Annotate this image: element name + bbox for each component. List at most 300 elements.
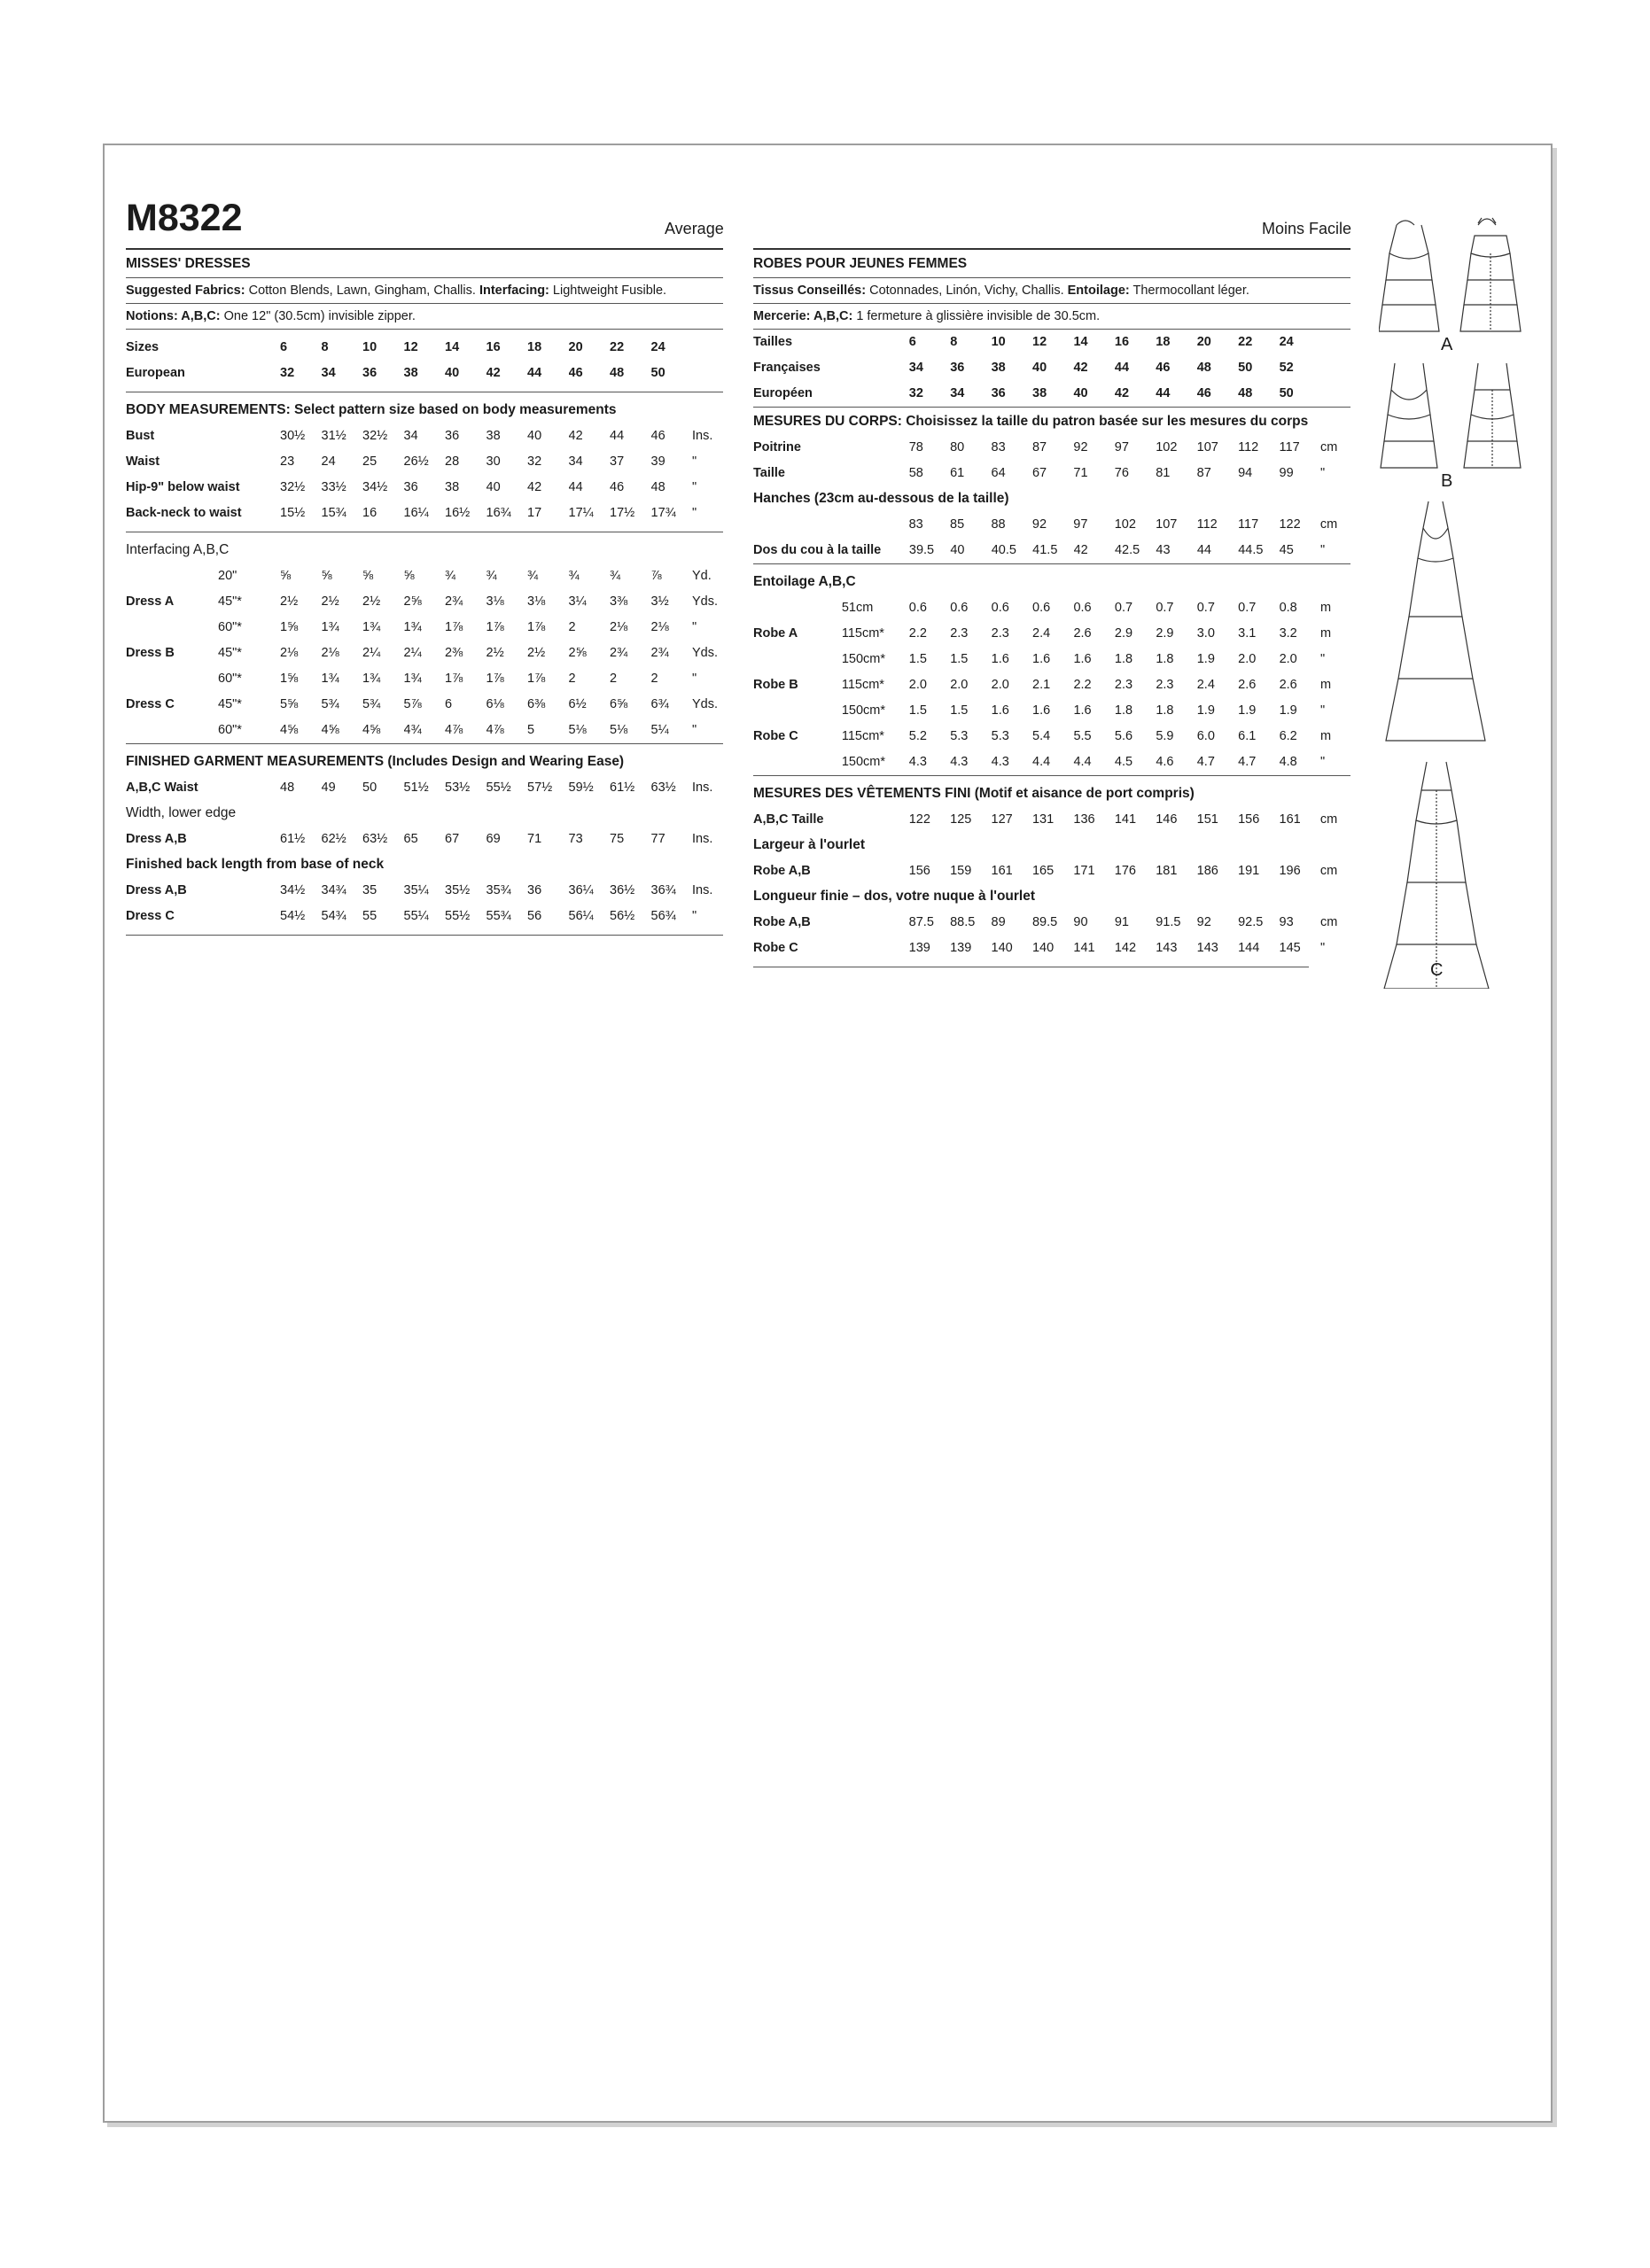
size-value: 102 xyxy=(1156,440,1178,454)
size-value: 17½ xyxy=(610,506,635,520)
fabrics-label: Suggested Fabrics: xyxy=(126,284,245,298)
size-value: 40 xyxy=(1032,361,1047,375)
size-value: 16 xyxy=(486,340,501,354)
size-value: 64 xyxy=(991,466,1006,480)
size-value: 117 xyxy=(1238,517,1259,532)
size-value: 48 xyxy=(280,781,295,795)
size-value: 5¾ xyxy=(362,697,381,711)
size-value: 139 xyxy=(950,941,972,955)
size-value: 34½ xyxy=(280,883,306,897)
table-row xyxy=(753,355,1350,381)
size-value: 56¾ xyxy=(650,909,676,923)
size-value: 57½ xyxy=(527,781,553,795)
size-value: 42 xyxy=(486,366,501,380)
size-value: 36 xyxy=(950,361,965,375)
width-label: Width, lower edge xyxy=(126,805,237,820)
size-value: 91 xyxy=(1114,915,1129,929)
unit: Yds. xyxy=(692,697,719,711)
size-value: 5⅝ xyxy=(280,697,299,711)
size-value: 55 xyxy=(362,909,377,923)
table-row xyxy=(126,878,722,904)
size-value: 0.7 xyxy=(1156,601,1174,615)
size-value: 151 xyxy=(1196,812,1218,827)
row-label: Waist xyxy=(126,454,160,469)
size-value: 16½ xyxy=(445,506,471,520)
size-value: 4.3 xyxy=(991,755,1009,769)
size-value: 48 xyxy=(1196,361,1211,375)
size-value: 14 xyxy=(445,340,460,354)
size-value: 0.6 xyxy=(991,601,1009,615)
row-label: Taille xyxy=(753,466,785,480)
size-value: 0.6 xyxy=(1032,601,1051,615)
fabric-width: 45"* xyxy=(218,646,242,660)
size-value: 2.3 xyxy=(950,626,969,641)
level-fr: Moins Facile xyxy=(1262,220,1352,237)
dress-sketches xyxy=(1379,209,1553,989)
row-label: Robe A,B xyxy=(753,864,811,878)
size-value: 36 xyxy=(991,386,1006,400)
size-value: 144 xyxy=(1238,941,1260,955)
size-value: 25 xyxy=(362,454,377,469)
table-row xyxy=(753,672,1350,698)
row-label: Dress A,B xyxy=(126,832,187,846)
unit: " xyxy=(692,480,697,494)
size-value: 2¾ xyxy=(650,646,669,660)
size-value: 61½ xyxy=(280,832,306,846)
size-value: 1¾ xyxy=(403,620,422,634)
length-label: Finished back length from base of neck xyxy=(126,857,385,872)
size-value: 2.0 xyxy=(950,678,969,692)
size-value: 6½ xyxy=(568,697,587,711)
row-label xyxy=(753,647,842,672)
body-measurements-table xyxy=(126,423,722,526)
sketch-label-b: B xyxy=(1441,471,1453,491)
size-value: 22 xyxy=(1238,335,1253,349)
finished-measurements-title: FINISHED GARMENT MEASUREMENTS (Includes Design and Wearing Ease) xyxy=(126,754,625,769)
size-value: 41.5 xyxy=(1032,543,1058,557)
size-value: 140 xyxy=(1031,941,1055,955)
size-value: 2.6 xyxy=(1073,626,1092,641)
size-value: 181 xyxy=(1156,864,1178,878)
size-value: 83 xyxy=(908,517,923,532)
size-value: 46 xyxy=(1196,386,1211,400)
size-value: 107 xyxy=(1196,440,1218,454)
size-value: 5.5 xyxy=(1073,729,1092,743)
size-value: 71 xyxy=(527,832,542,846)
size-value: 2.9 xyxy=(1156,626,1174,641)
size-value: 43 xyxy=(1156,543,1171,557)
sketch-a-back xyxy=(1460,218,1521,331)
size-value: 77 xyxy=(650,832,665,846)
size-value: 38 xyxy=(403,366,418,380)
size-value: 80 xyxy=(950,440,965,454)
row-label xyxy=(753,595,842,621)
unit: cm xyxy=(1319,812,1338,827)
size-value: 3½ xyxy=(650,594,669,609)
size-value: 55¼ xyxy=(403,909,429,923)
size-value: 143 xyxy=(1196,941,1218,955)
size-value: 4⅝ xyxy=(362,723,381,737)
header-rule-fr xyxy=(753,248,1350,250)
size-value: 32½ xyxy=(362,429,388,443)
size-value: 16 xyxy=(362,506,377,520)
fabric-width: 150cm* xyxy=(841,703,886,718)
size-value: 4.7 xyxy=(1196,755,1215,769)
unit: m xyxy=(1320,626,1332,641)
size-value: 91.5 xyxy=(1156,915,1181,929)
size-value: 58 xyxy=(908,466,923,480)
sizes-table xyxy=(126,335,722,386)
size-value: 141 xyxy=(1114,812,1137,827)
table-row xyxy=(126,335,722,361)
size-value: 1.8 xyxy=(1114,703,1133,718)
size-value: 4.3 xyxy=(950,755,969,769)
unit: Ins. xyxy=(692,429,713,443)
table-row xyxy=(126,666,722,692)
size-value: 2.0 xyxy=(1279,652,1297,666)
size-value: 56½ xyxy=(610,909,635,923)
size-value: 51½ xyxy=(403,781,429,795)
size-value: 1.8 xyxy=(1156,652,1174,666)
size-value: ¾ xyxy=(527,569,539,583)
fabrics-line xyxy=(753,278,1350,303)
size-value: 1.6 xyxy=(991,652,1009,666)
size-value: 142 xyxy=(1114,941,1137,955)
size-value: 0.7 xyxy=(1238,601,1257,615)
width-table xyxy=(126,827,722,852)
size-value: 8 xyxy=(950,335,958,349)
size-value: 122 xyxy=(1279,517,1301,532)
fabric-width: 115cm* xyxy=(841,729,884,743)
size-value: 10 xyxy=(991,335,1006,349)
size-value: 32½ xyxy=(280,480,306,494)
size-value: 2⅛ xyxy=(280,646,299,660)
size-value: 50 xyxy=(1279,386,1294,400)
table-row xyxy=(753,647,1350,672)
section-title: MISSES' DRESSES xyxy=(126,256,251,271)
size-value: 4.4 xyxy=(1073,755,1092,769)
size-value: 159 xyxy=(950,864,972,878)
size-value: 1.5 xyxy=(950,703,969,718)
sketch-label-c: C xyxy=(1430,960,1444,980)
table-row xyxy=(126,641,722,666)
table-row xyxy=(753,330,1350,355)
size-value: 36¼ xyxy=(568,883,594,897)
unit xyxy=(1320,355,1350,381)
sketch-b-front xyxy=(1381,363,1437,468)
size-value: 46 xyxy=(650,429,665,443)
size-value: 1⅞ xyxy=(445,620,463,634)
length-table xyxy=(126,878,722,929)
size-value: 39.5 xyxy=(908,543,935,557)
size-value: 1¾ xyxy=(403,672,422,686)
size-value: 55½ xyxy=(486,781,511,795)
body-measurements-title: BODY MEASUREMENTS: Select pattern size based on body measurements xyxy=(126,402,617,417)
size-value: 22 xyxy=(610,340,625,354)
size-value: 20 xyxy=(568,340,583,354)
size-value: 75 xyxy=(610,832,625,846)
size-value: 4.5 xyxy=(1114,755,1133,769)
notions-line xyxy=(753,304,1350,329)
size-value: 14 xyxy=(1073,335,1088,349)
size-value: 55¾ xyxy=(486,909,511,923)
size-value: 171 xyxy=(1073,864,1095,878)
size-value: 1.9 xyxy=(1196,652,1215,666)
size-value: 2.3 xyxy=(991,626,1009,641)
fabric-width: 60"* xyxy=(218,723,242,737)
size-value: 2⅛ xyxy=(321,646,339,660)
row-label: Poitrine xyxy=(753,440,801,454)
size-value: 28 xyxy=(445,454,460,469)
row-label: Robe C xyxy=(753,941,798,955)
size-value: ¾ xyxy=(568,569,580,583)
size-value: ⅝ xyxy=(280,569,292,583)
size-value: 4.7 xyxy=(1238,755,1257,769)
row-label: Bust xyxy=(126,429,155,443)
size-value: 24 xyxy=(321,454,336,469)
table-row xyxy=(753,595,1350,621)
size-value: 34 xyxy=(908,361,923,375)
size-value: 15½ xyxy=(280,506,306,520)
unit xyxy=(692,361,722,386)
size-value: 42.5 xyxy=(1114,543,1140,557)
unit xyxy=(1320,381,1350,407)
hips-table xyxy=(753,512,1350,538)
size-value: 42 xyxy=(527,480,542,494)
size-value: 56¼ xyxy=(568,909,594,923)
size-value: 4.4 xyxy=(1032,755,1051,769)
french-column xyxy=(753,252,1350,967)
size-value: 34 xyxy=(950,386,965,400)
size-value: 12 xyxy=(403,340,418,354)
width-table xyxy=(753,858,1350,884)
size-value: 34½ xyxy=(362,480,388,494)
size-value: 54½ xyxy=(280,909,306,923)
size-value: 50 xyxy=(1238,361,1253,375)
size-value: 1¾ xyxy=(362,620,381,634)
size-value: 2¼ xyxy=(362,646,381,660)
size-value: 5.6 xyxy=(1114,729,1133,743)
size-value: 2.6 xyxy=(1279,678,1297,692)
size-value: 34¾ xyxy=(321,883,346,897)
fabric-width: 51cm xyxy=(841,601,874,615)
size-value: 2½ xyxy=(362,594,381,609)
size-value: 46 xyxy=(568,366,583,380)
row-label xyxy=(126,666,218,692)
size-value: 6⅛ xyxy=(486,697,504,711)
size-value: 1¾ xyxy=(362,672,381,686)
size-value: 87.5 xyxy=(908,915,934,929)
size-value: 52 xyxy=(1279,361,1294,375)
size-value: 1⅞ xyxy=(527,672,546,686)
size-value: 87 xyxy=(1031,440,1047,454)
size-value: 5.4 xyxy=(1032,729,1051,743)
size-value: 2.0 xyxy=(1238,652,1257,666)
size-value: 17¼ xyxy=(568,506,594,520)
size-value: 143 xyxy=(1156,941,1178,955)
size-value: 1.6 xyxy=(991,703,1009,718)
row-label: Hip-9" below waist xyxy=(126,480,240,494)
interfacing-table xyxy=(753,595,1350,775)
interfacing-table xyxy=(126,563,722,743)
size-value: 93 xyxy=(1279,915,1294,929)
size-value: 5⅛ xyxy=(568,723,587,737)
size-value: 141 xyxy=(1073,941,1095,955)
size-value: 2½ xyxy=(321,594,339,609)
size-value: 35¾ xyxy=(486,883,511,897)
size-value: 15¾ xyxy=(321,506,346,520)
size-value: 2½ xyxy=(527,646,546,660)
size-value: 1.5 xyxy=(908,703,927,718)
size-value: ⅝ xyxy=(362,569,374,583)
size-value: 69 xyxy=(486,832,501,846)
size-value: 6⅜ xyxy=(527,697,546,711)
fabric-width: 60"* xyxy=(218,672,242,686)
size-value: 53½ xyxy=(445,781,471,795)
fabric-width: 60"* xyxy=(218,620,242,634)
size-value: 2.3 xyxy=(1114,678,1133,692)
width-label: Largeur à l'ourlet xyxy=(753,837,865,852)
size-value: 165 xyxy=(1031,864,1055,878)
table-row xyxy=(753,538,1350,563)
size-value: 3¼ xyxy=(568,594,587,609)
size-value: 2.1 xyxy=(1032,678,1051,692)
size-value: 44 xyxy=(610,429,625,443)
size-value: 2⅛ xyxy=(610,620,628,634)
size-value: 78 xyxy=(908,440,923,454)
row-label: Sizes xyxy=(126,340,160,354)
size-value: 2.2 xyxy=(1073,678,1092,692)
fabric-width: 45"* xyxy=(218,594,242,609)
size-value: 73 xyxy=(568,832,583,846)
unit: m xyxy=(1320,729,1332,743)
interfacing-title: Entoilage A,B,C xyxy=(753,574,856,589)
size-value: 65 xyxy=(403,832,418,846)
table-row xyxy=(126,449,722,475)
size-value: 0.6 xyxy=(950,601,969,615)
size-value: 2⅛ xyxy=(650,620,669,634)
table-row xyxy=(753,936,1350,961)
sketch-a-front xyxy=(1379,221,1439,331)
size-value: 62½ xyxy=(321,832,346,846)
size-value: 3.2 xyxy=(1279,626,1297,641)
size-value: 88 xyxy=(991,517,1006,532)
size-value: 2.4 xyxy=(1032,626,1051,641)
unit xyxy=(692,335,722,361)
size-value: 38 xyxy=(486,429,501,443)
size-value: 50 xyxy=(362,781,377,795)
unit: " xyxy=(1319,941,1326,955)
size-value: 76 xyxy=(1114,466,1129,480)
size-value: 40 xyxy=(486,480,501,494)
size-value: 0.8 xyxy=(1279,601,1297,615)
size-value: 145 xyxy=(1279,941,1301,955)
size-value: 0.6 xyxy=(908,601,927,615)
size-value: 2¾ xyxy=(610,646,628,660)
size-value: 42 xyxy=(1114,386,1130,400)
size-value: 1.9 xyxy=(1196,703,1215,718)
size-value: 4⅝ xyxy=(321,723,339,737)
table-row xyxy=(753,698,1350,724)
size-value: 5.9 xyxy=(1156,729,1174,743)
unit: cm xyxy=(1319,915,1338,929)
interfacing-text: Thermocollant léger. xyxy=(1132,284,1249,298)
size-value: 5¾ xyxy=(321,697,339,711)
unit: cm xyxy=(1319,864,1338,878)
size-value: 127 xyxy=(991,812,1013,827)
table-row xyxy=(753,512,1350,538)
fabric-width: 45"* xyxy=(218,697,242,711)
size-value: 61½ xyxy=(610,781,635,795)
size-value: 10 xyxy=(362,340,377,354)
finished-waist-table xyxy=(126,775,722,801)
size-value: 38 xyxy=(1032,386,1047,400)
table-row xyxy=(753,461,1350,486)
size-value: 2⅝ xyxy=(568,646,587,660)
size-value: 12 xyxy=(1032,335,1047,349)
size-value: 4⅞ xyxy=(486,723,504,737)
row-label: Dress A,B xyxy=(126,883,187,897)
size-value: 5.3 xyxy=(991,729,1009,743)
unit xyxy=(1320,330,1350,355)
size-value: 1.6 xyxy=(1032,703,1051,718)
size-value: 34 xyxy=(321,366,336,380)
unit: " xyxy=(1320,652,1326,666)
size-value: 67 xyxy=(1031,466,1047,480)
size-value: 44 xyxy=(1196,543,1211,557)
size-value: 6.0 xyxy=(1196,729,1215,743)
size-value: 125 xyxy=(950,812,972,827)
size-value: 35 xyxy=(362,883,377,897)
row-label xyxy=(126,563,218,589)
size-value: 0.7 xyxy=(1114,601,1133,615)
table-row xyxy=(126,827,722,852)
size-value: 38 xyxy=(991,361,1006,375)
size-value: 2 xyxy=(650,672,658,686)
size-value: 2.9 xyxy=(1114,626,1133,641)
row-label: Européen xyxy=(753,386,813,400)
size-value: 6¾ xyxy=(650,697,669,711)
notions-text: One 12" (30.5cm) invisible zipper. xyxy=(223,309,416,323)
interfacing-text: Lightweight Fusible. xyxy=(552,284,667,298)
size-value: 156 xyxy=(1238,812,1260,827)
size-value: 1.5 xyxy=(908,652,927,666)
size-value: 44.5 xyxy=(1238,543,1264,557)
unit: " xyxy=(1320,755,1326,769)
size-value: ¾ xyxy=(445,569,456,583)
size-value: 31½ xyxy=(321,429,346,443)
size-value: 107 xyxy=(1156,517,1178,532)
size-value: 42 xyxy=(1073,361,1088,375)
size-value: 161 xyxy=(1279,812,1301,827)
size-value: 20 xyxy=(1196,335,1211,349)
size-value: 36 xyxy=(445,429,460,443)
size-value: 40 xyxy=(527,429,542,443)
unit: Yds. xyxy=(692,646,719,660)
size-value: 6.2 xyxy=(1279,729,1297,743)
size-value: 3.0 xyxy=(1196,626,1215,641)
sketch-c-front xyxy=(1386,501,1485,741)
size-value: 4.8 xyxy=(1279,755,1297,769)
pattern-number: M8322 xyxy=(126,197,243,239)
fabric-width: 150cm* xyxy=(841,755,886,769)
size-value: 2.4 xyxy=(1196,678,1215,692)
sizes-table xyxy=(753,330,1350,407)
size-value: 3.1 xyxy=(1238,626,1257,641)
size-value: 16 xyxy=(1114,335,1130,349)
size-value: 92.5 xyxy=(1238,915,1264,929)
size-value: 18 xyxy=(527,340,542,354)
